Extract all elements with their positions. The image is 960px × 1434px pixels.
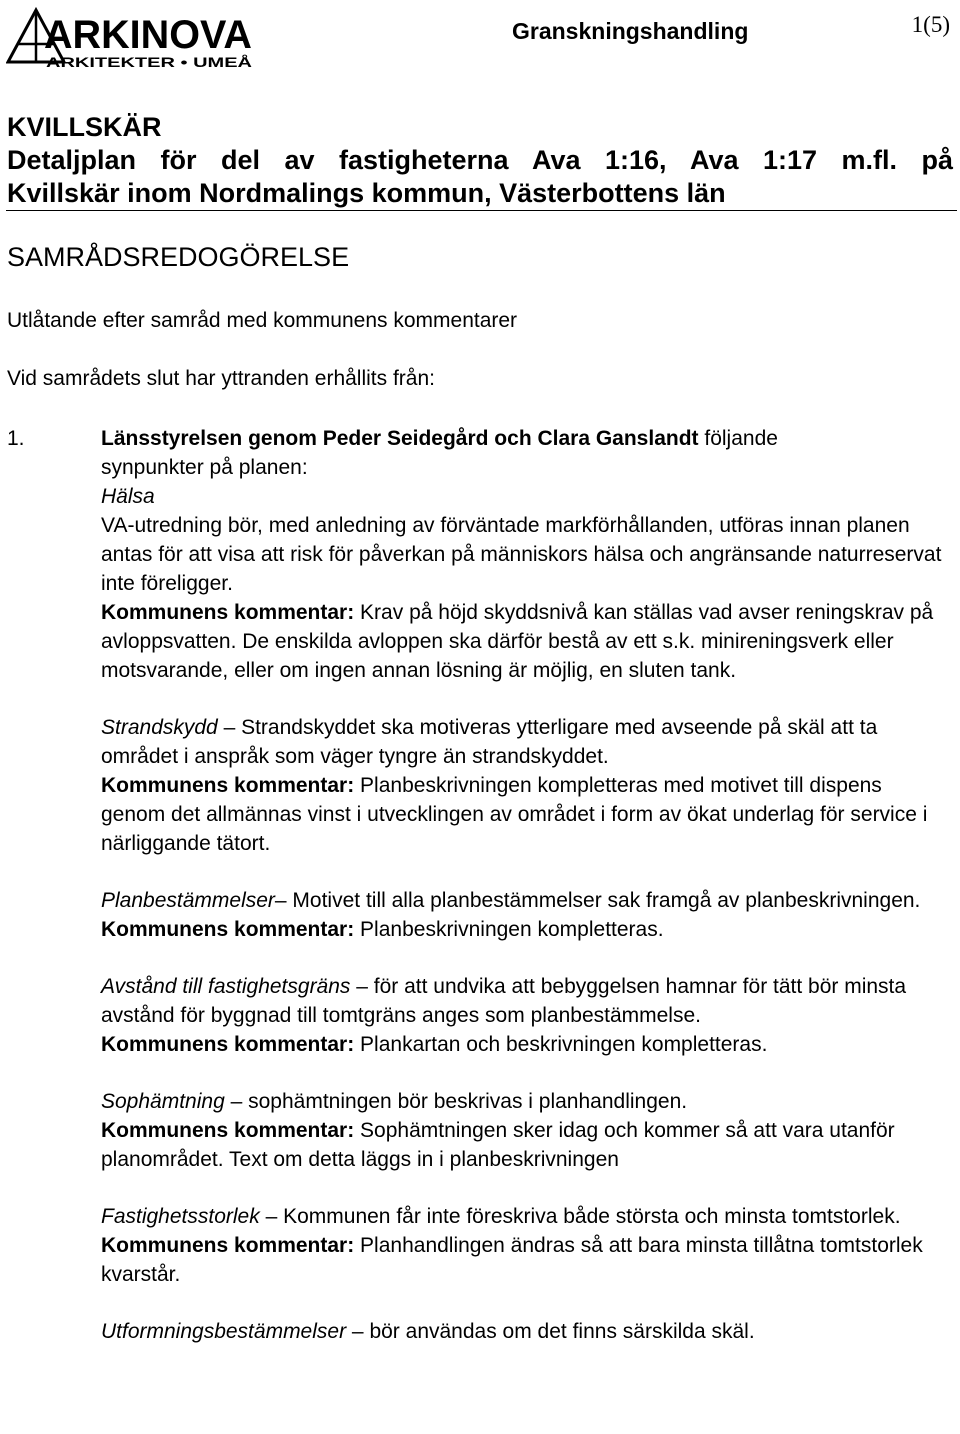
title-line-1: KVILLSKÄR	[7, 112, 162, 142]
intro-line-2: Vid samrådets slut har yttranden erhållits från:	[7, 367, 435, 390]
comment-text: Planhandlingen ändras så att bara minsta tillåtna tomtstorlek kvarstår.	[101, 1234, 923, 1286]
item-sender: Länsstyrelsen genom Peder Seidegård och Clara Ganslandt	[101, 427, 699, 450]
topic-label: Utformningsbestämmelser	[101, 1320, 347, 1343]
topic-dash: –	[274, 889, 293, 912]
topic-dash: –	[346, 1320, 370, 1343]
consultation-block-strandskydd	[101, 713, 951, 858]
item-sender-line2: synpunkter på planen:	[101, 456, 308, 479]
title-line-2: Detaljplan för del av fastigheterna Ava 1:16, Ava 1:17 m.fl. på	[7, 145, 953, 175]
comment-label: Kommunens kommentar:	[101, 918, 355, 941]
item-sender-suffix: följande	[698, 427, 778, 450]
topic-dash: –	[224, 1090, 249, 1113]
comment-label: Kommunens kommentar:	[101, 1033, 355, 1056]
consultation-block-planbestammelser	[101, 886, 951, 944]
logo-name: ARKINOVA	[44, 13, 252, 57]
arkinova-logo	[6, 6, 254, 70]
comment-text: Planbeskrivningen kompletteras med motivet till dispens genom det allmännas vinst i utvecklingen av området i form av ökat underlag för service i närliggande tätort.	[101, 774, 928, 855]
comment-text: Plankartan och beskrivningen kompletteras.	[354, 1033, 768, 1056]
topic-text: sophämtningen bör beskrivas i planhandlingen.	[248, 1090, 688, 1113]
topic-label: Hälsa	[101, 485, 155, 508]
item-number: 1.	[7, 427, 25, 450]
document-title	[7, 111, 953, 210]
topic-label: Fastighetsstorlek	[101, 1205, 260, 1228]
consultation-block-utformning	[101, 1317, 951, 1346]
comment-label: Kommunens kommentar:	[101, 774, 355, 797]
section-heading: SAMRÅDSREDOGÖRELSE	[7, 242, 350, 272]
topic-text: för att undvika att bebyggelsen hamnar för tätt bör minsta avstånd för byggnad till tomtgräns anges som planbestämmelse.	[101, 975, 907, 1027]
title-divider	[6, 210, 957, 211]
topic-dash: –	[350, 975, 374, 998]
topic-text: VA-utredning bör, med anledning av förväntade markförhållanden, utföras innan planen antas för att visa att risk för påverkan på människors hälsa och angränsande naturreservat inte föreligger.	[101, 514, 942, 595]
topic-text: Kommunen får inte föreskriva både största och minsta tomtstorlek.	[283, 1205, 901, 1228]
topic-label: Sophämtning	[101, 1090, 225, 1113]
topic-dash: –	[259, 1205, 284, 1228]
consultation-block-fastighetsstorlek	[101, 1202, 951, 1289]
topic-label: Strandskydd	[101, 716, 218, 739]
comment-text: Planbeskrivningen kompletteras.	[354, 918, 664, 941]
comment-text: Sophämtningen sker idag och kommer så att vara utanför planområdet. Text om detta läggs in i planbeskrivningen	[101, 1119, 895, 1171]
topic-label: Planbestämmelser	[101, 889, 275, 912]
intro-line-1: Utlåtande efter samråd med kommunens kommentarer	[7, 309, 518, 332]
consultation-block-sophamtning	[101, 1087, 951, 1174]
comment-label: Kommunens kommentar:	[101, 1119, 355, 1142]
topic-text: bör användas om det finns särskilda skäl.	[369, 1320, 755, 1343]
item-content	[101, 424, 951, 1374]
topic-text: Strandskyddet ska motiveras ytterligare med avseende på skäl att ta området i anspråk som väger tyngre än strandskyddet.	[101, 716, 878, 768]
comment-label: Kommunens kommentar:	[101, 601, 355, 624]
topic-dash: –	[217, 716, 242, 739]
consultation-block-halsa	[101, 424, 951, 685]
topic-label: Avstånd till fastighetsgräns	[101, 975, 351, 998]
page-number: 1(5)	[911, 12, 950, 37]
logo-tagline: ARKITEKTER • UMEÅ	[46, 54, 252, 70]
topic-text: Motivet till alla planbestämmelser sak framgå av planbeskrivningen.	[292, 889, 921, 912]
document-status: Granskningshandling	[512, 18, 749, 44]
consultation-block-avstand	[101, 972, 951, 1059]
title-line-3: Kvillskär inom Nordmalings kommun, Västerbottens län	[7, 178, 726, 208]
comment-label: Kommunens kommentar:	[101, 1234, 355, 1257]
comment-text: Krav på höjd skyddsnivå kan ställas vad avser reningskrav på avloppsvatten. De enskilda avloppen ska därför bestå av ett s.k. minireningsverk eller motsvarande, eller om ingen annan lösning är möjlig, en sluten tank.	[101, 601, 934, 682]
